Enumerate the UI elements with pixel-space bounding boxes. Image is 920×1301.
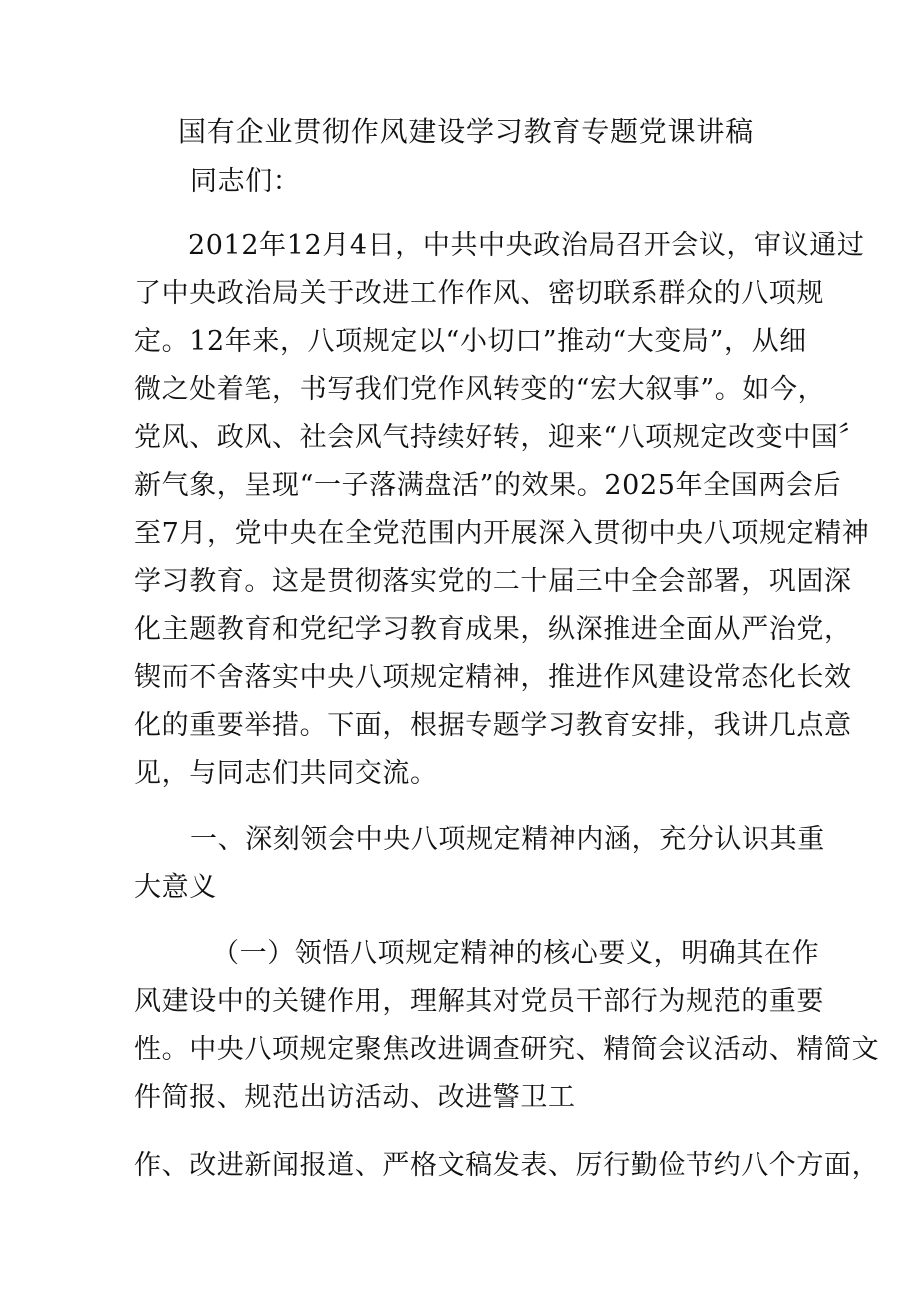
paragraph-line: 锲而不舍落实中央八项规定精神，推进作风建设常态化长效 [134,662,852,693]
paragraph-line: 微之处着笔，书写我们党作风转变的“宏大叙事”。如今， [134,374,826,405]
paragraph-line: 风建设中的关键作用，理解其对党员干部行为规范的重要 [134,986,824,1017]
paragraph-line: 见，与同志们共同交流。 [134,758,438,789]
paragraph-line: 作、改进新闻报道、严格文稿发表、厉行勤俭节约八个方面， [134,1150,880,1181]
paragraph-line: 化的重要举措。下面，根据专题学习教育安排，我讲几点意 [134,710,852,741]
document-title: 国有企业贯彻作风建设学习教育专题党课讲稿 [178,115,755,148]
salutation: 同志们： [190,166,301,197]
heading-line: 大意义 [134,872,217,903]
paragraph-line: 性。中央八项规定聚焦改进调查研究、精简会议活动、精简文 [134,1034,880,1065]
paragraph-line: 件简报、规范出访活动、改进警卫工 [134,1082,576,1113]
paragraph-line: 学习教育。这是贯彻落实党的二十届三中全会部署，巩固深 [134,566,852,597]
heading-line: 一、深刻领会中央八项规定精神内涵，充分认识其重 [190,824,825,855]
paragraph-line: 2012年12月4日，中共中央政治局召开会议，审议通过 [188,230,865,261]
paragraph-line: （一）领悟八项规定精神的核心要义，明确其在作 [212,938,820,969]
paragraph-line: 定。12年来，八项规定以“小切口”推动“大变局”，从细 [134,326,807,357]
paragraph-line: 新气象，呈现“一子落满盘活”的效果。2025年全国两会后 [134,470,842,501]
paragraph-line: 了中央政治局关于改进工作作风、密切联系群众的八项规 [134,278,824,309]
paragraph-line: 至7月，党中央在全党范围内开展深入贯彻中央八项规定精神 [134,518,870,549]
paragraph-line: 党风、政风、社会风气持续好转，迎来“八项规定改变中国〞 [134,422,867,453]
paragraph-line: 化主题教育和党纪学习教育成果，纵深推进全面从严治党， [134,614,852,645]
